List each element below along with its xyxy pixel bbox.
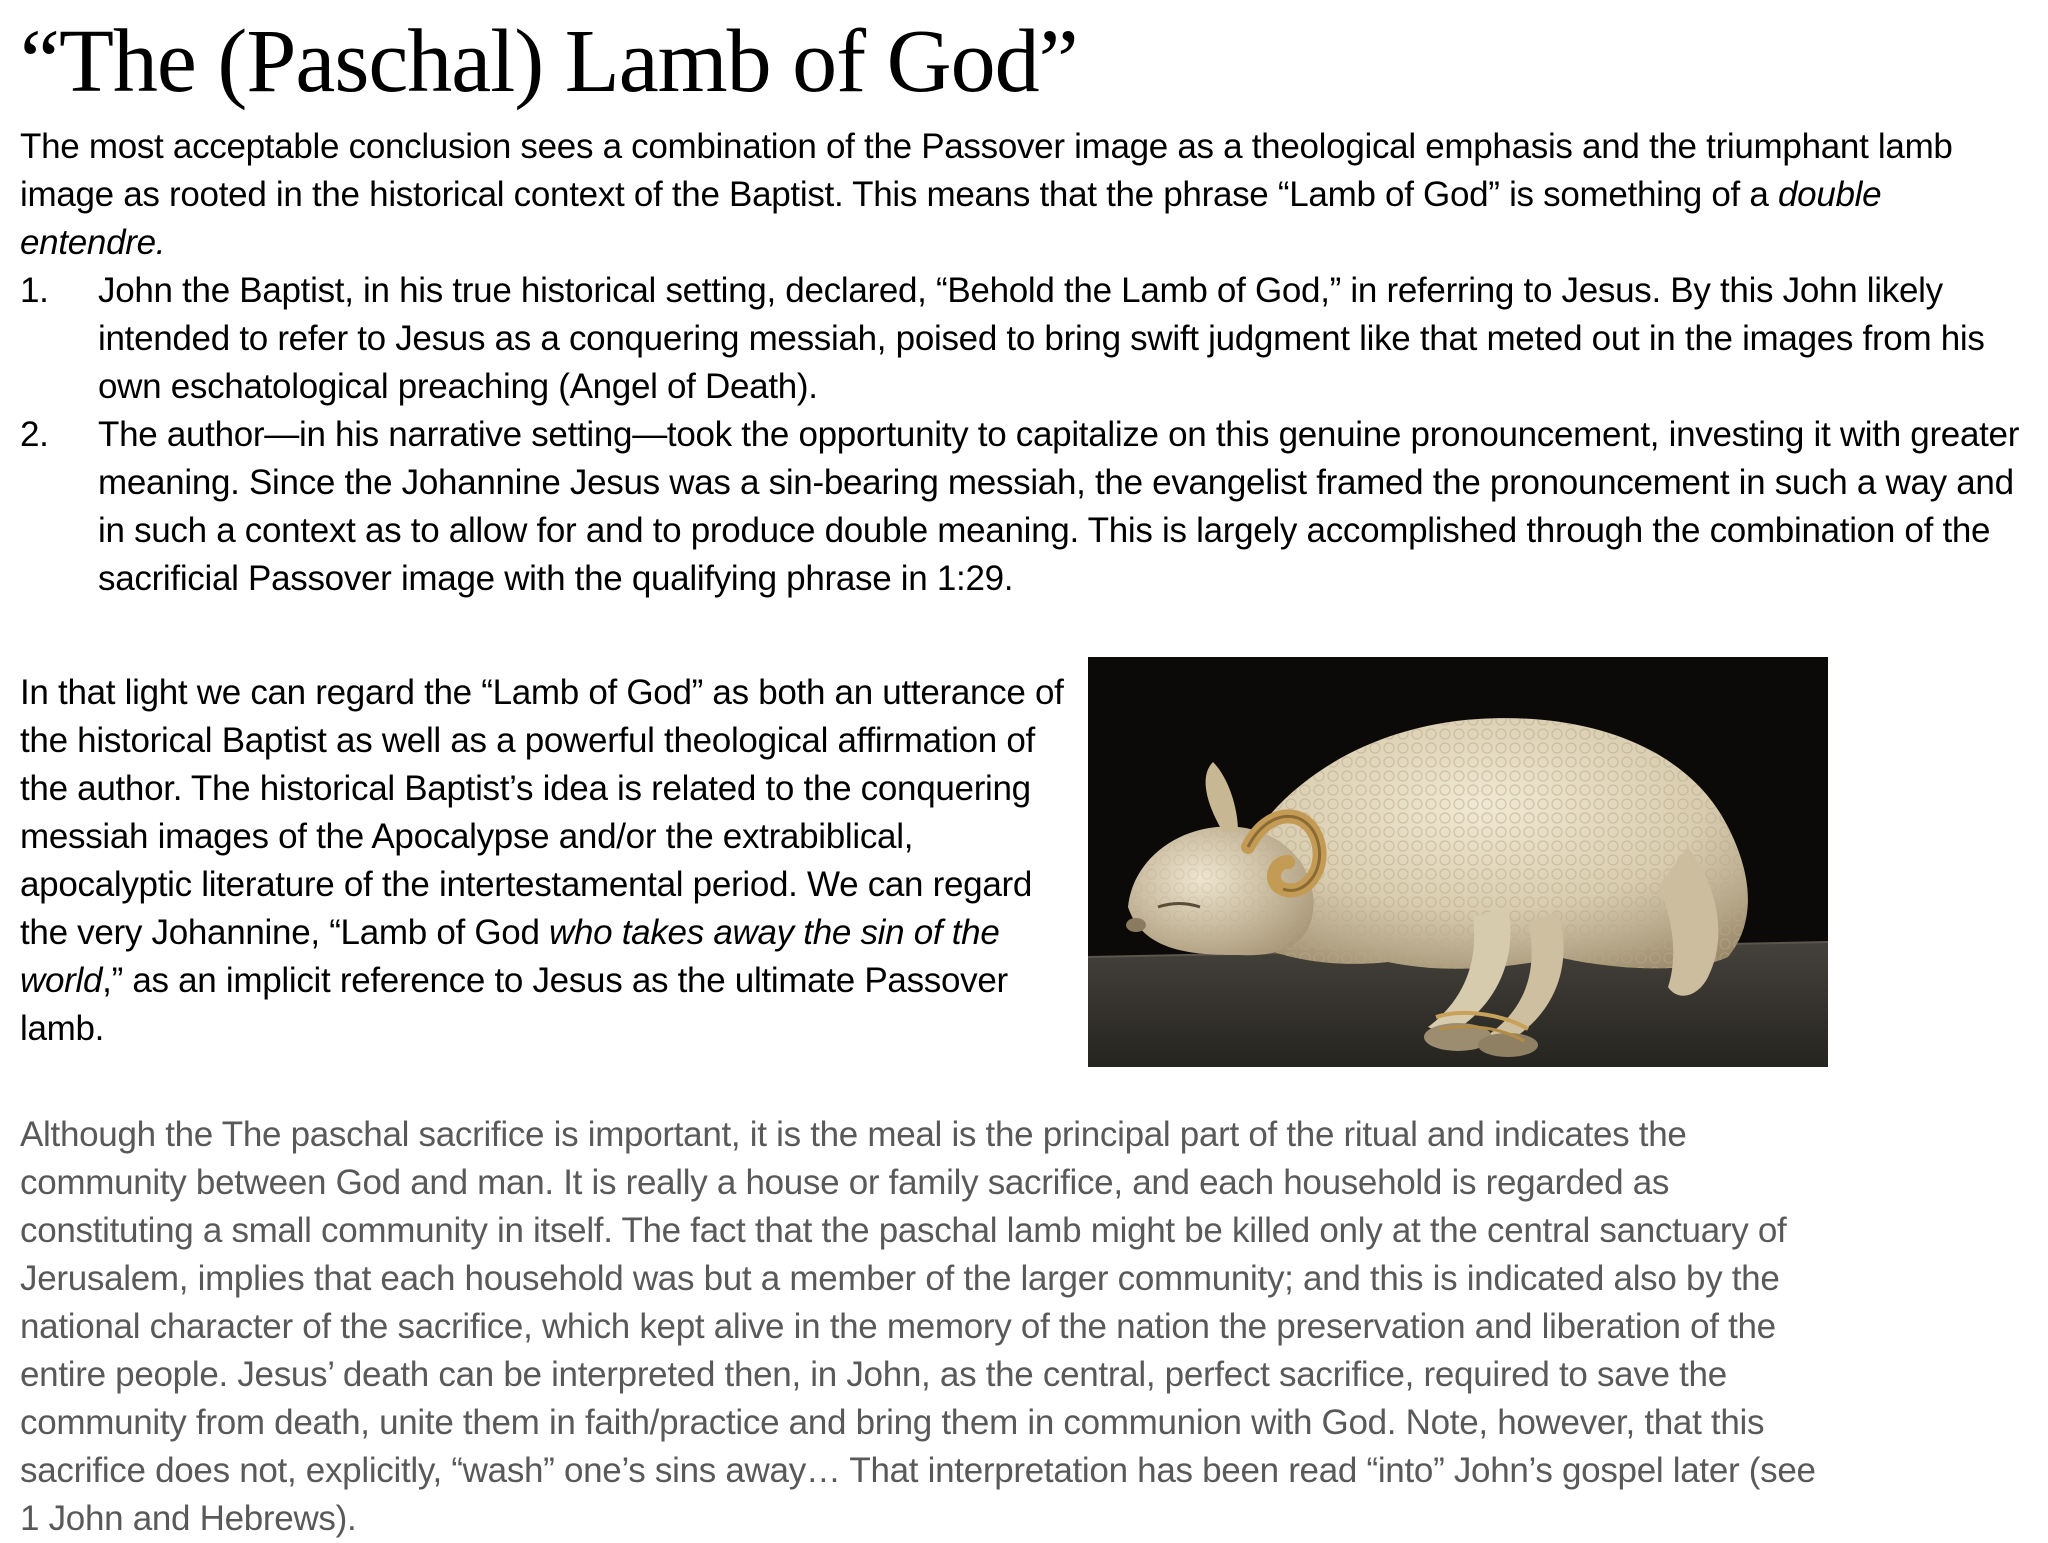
middle-text-before: In that light we can regard the “Lamb of God” as both an utterance of the historical Baptist as well as a powerful theological affirmation of the author. The historical Baptist’s idea is related to the conquering messiah images of the Apocalypse and/or the extrabiblical, apocalyptic literature of the intertestamental period. We can regard the very Johannine, “Lamb of God [20,673,1064,952]
intro-text: The most acceptable conclusion sees a combination of the Passover image as a theological emphasis and the triumphant lamb image as rooted in the historical context of the Baptist. This means that the phrase “Lamb of God” is something of a [20,127,1953,214]
bound-lamb-painting [1088,657,1828,1067]
list-item-text: The author—in his narrative setting—took the opportunity to capitalize on this genuine pronouncement, investing it with greater meaning. Since the Johannine Jesus was a sin-bearing messiah, the evangelist framed the pronouncement in such a way and in such a context as to allow for and to produce double meaning. This is largely accomplished through the combination of the sacrificial Passover image with the qualifying phrase in 1:29. [98,415,2020,598]
middle-paragraph [20,669,1070,1053]
middle-text-after: ,” as an implicit reference to Jesus as the ultimate Passover lamb. [20,961,1008,1048]
numbered-list [20,267,2030,603]
middle-italic-phrase: who takes away the sin of the world [20,913,1000,1000]
lamb-illustration [1088,657,1828,1067]
list-item [20,411,2030,603]
intro-paragraph [20,123,2030,267]
intro-italic-phrase: double entendre. [20,175,1882,262]
list-item-number: 2. [20,415,49,454]
list-item-number: 1. [20,271,49,310]
closing-paragraph: Although the The paschal sacrifice is important, it is the meal is the principal part of the ritual and indicates the community between God and man. It is really a house or family sacrifice, and each household is regarded as constituting a small community in itself. The fact that the paschal lamb might be killed only at the central sanctuary of Jerusalem, implies that each household was but a member of the larger community; and this is indicated also by the national character of the sacrifice, which kept alive in the memory of the nation the preservation and liberation of the entire people. Jesus’ death can be interpreted then, in John, as the central, perfect sacrifice, required to save the community from death, unite them in faith/practice and bring them in communion with God. Note, however, that this sacrifice does not, explicitly, “wash” one’s sins away… That interpretation has been read “into” John’s gospel later (see 1 John and Hebrews). [20,1115,1816,1538]
list-item [20,267,2030,411]
list-item-text: John the Baptist, in his true historical setting, declared, “Behold the Lamb of God,” in referring to Jesus. By this John likely intended to refer to Jesus as a conquering messiah, poised to bring swift judgment like that meted out in the images from his own eschatological preaching (Angel of Death). [98,271,1985,406]
slide-title: “The (Paschal) Lamb of God” [20,12,1078,111]
